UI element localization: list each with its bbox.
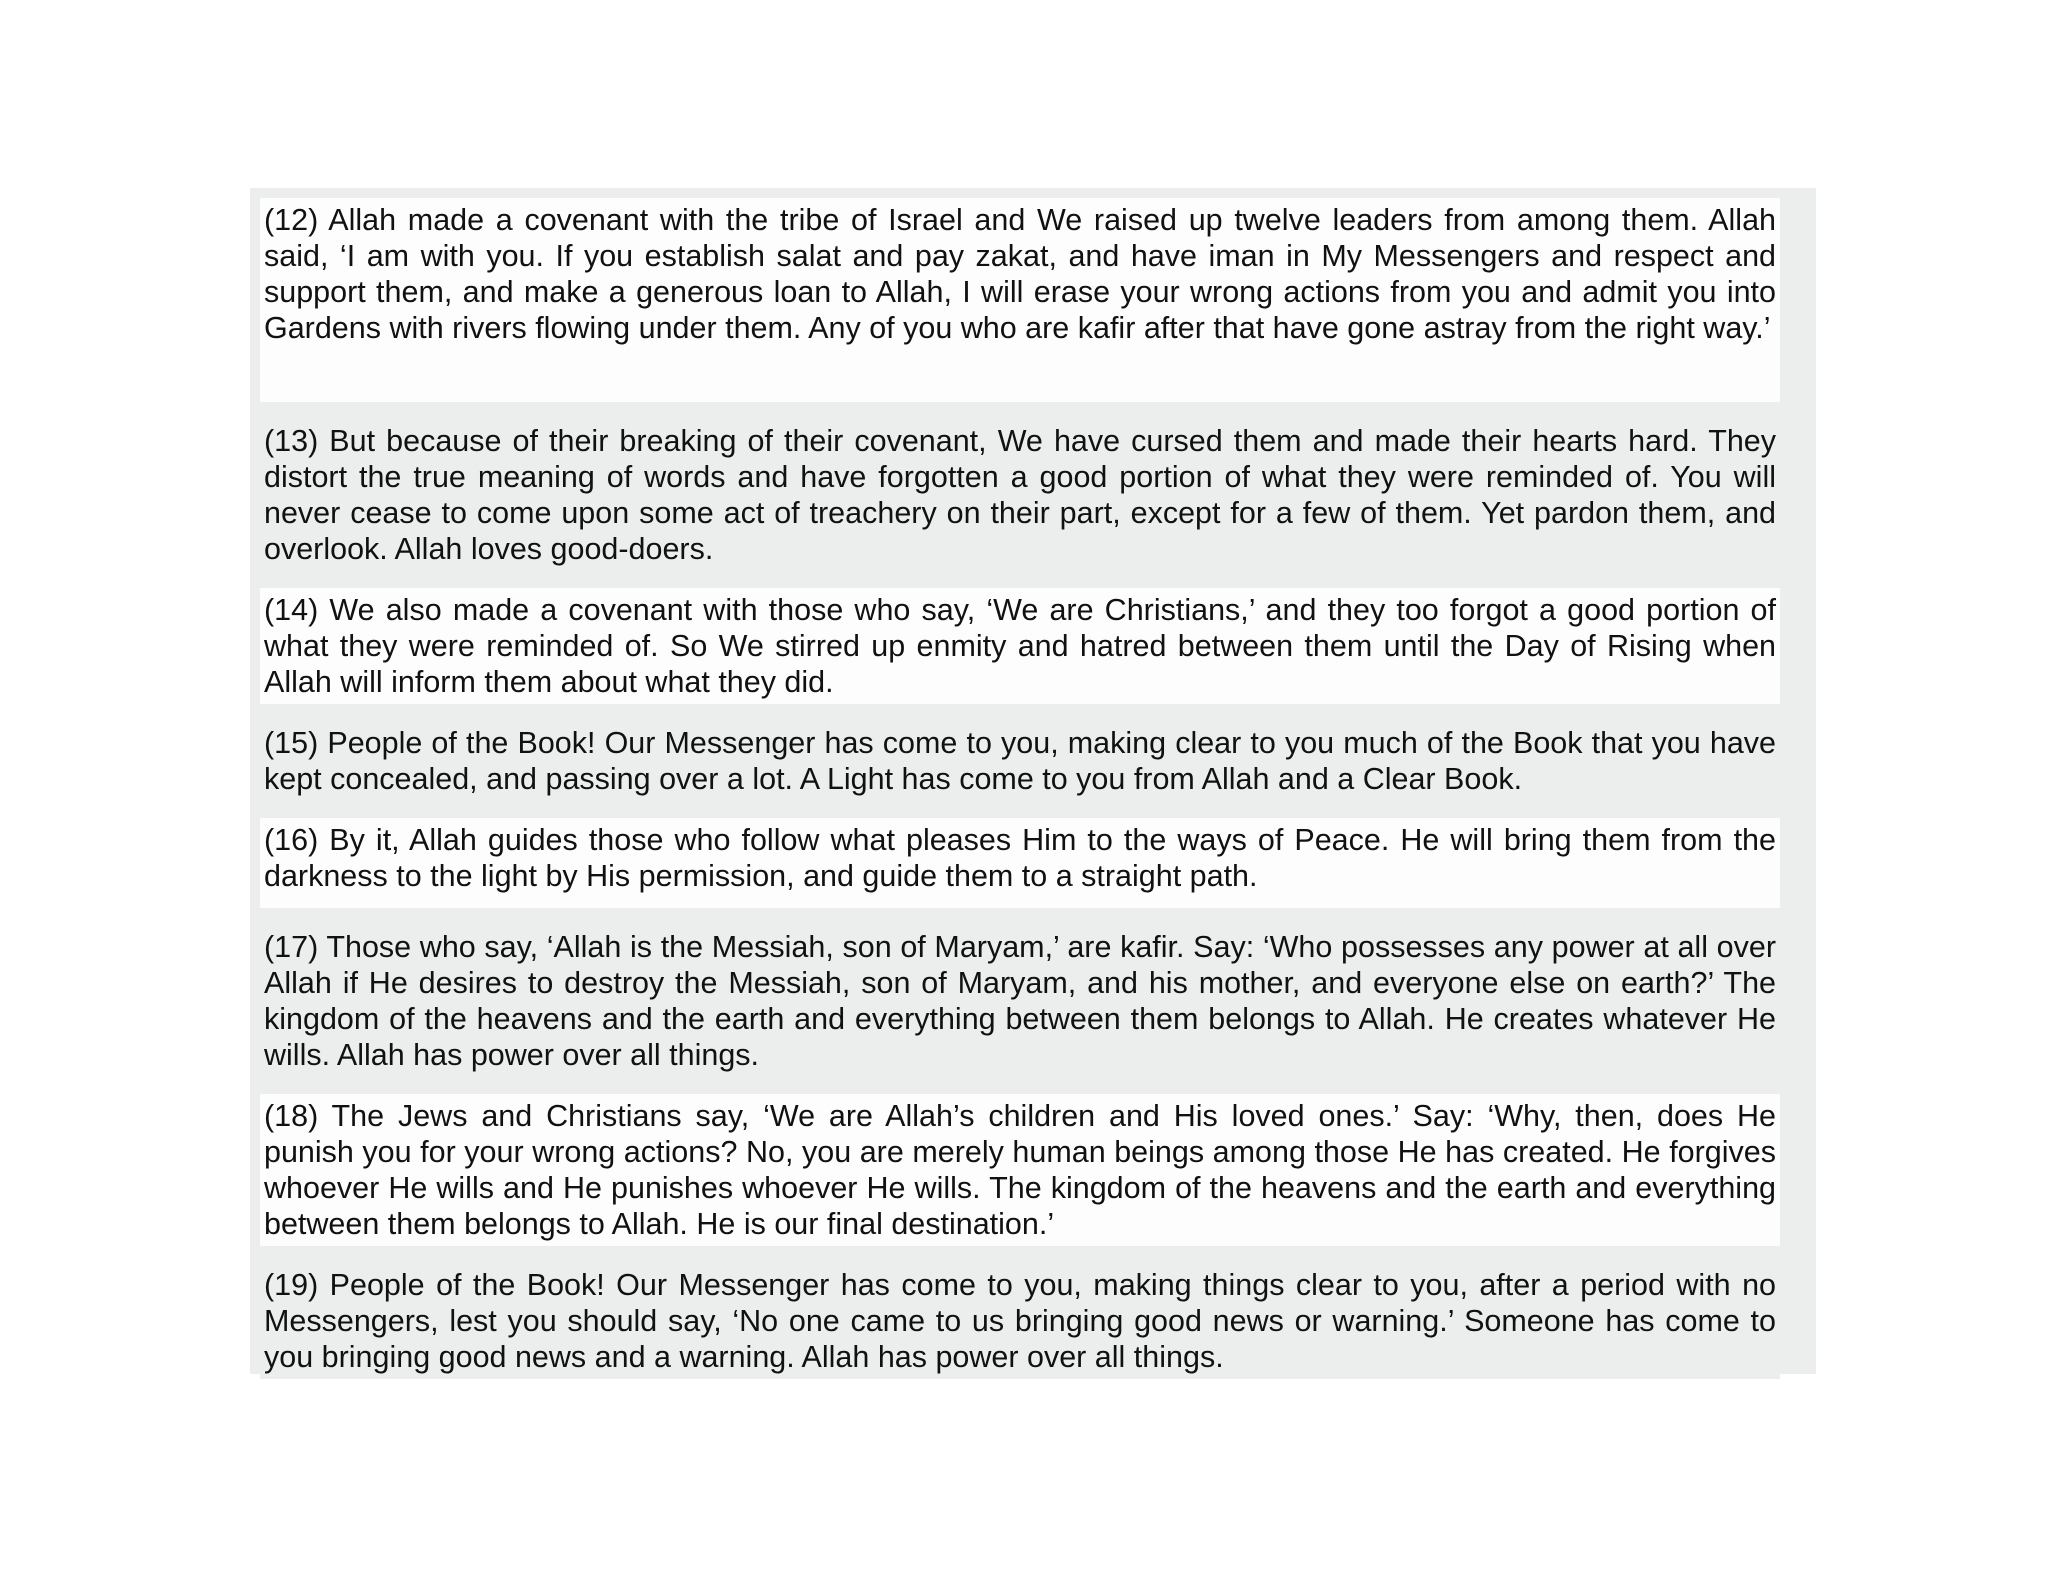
verse-panel [250,188,1816,1374]
verse-16: (16) By it, Allah guides those who follow what pleases Him to the ways of Peace. He will bring them from the darkness to the light by His permission, and guide them to a straight path. [260,818,1780,908]
verse-17: (17) Those who say, ‘Allah is the Messiah, son of Maryam,’ are kafir. Say: ‘Who possesses any power at all over Allah if He desires to destroy the Messiah, son of Maryam, and his mother, and everyone else on earth?’ The kingdom of the heavens and the earth and everything between them belongs to Allah. He creates whatever He wills. Allah has power over all things. [260,925,1780,1077]
verse-15: (15) People of the Book! Our Messenger has come to you, making clear to you much of the Book that you have kept concealed, and passing over a lot. A Light has come to you from Allah and a Clear Book. [260,721,1780,801]
verse-19: (19) People of the Book! Our Messenger has come to you, making things clear to you, after a period with no Messengers, lest you should say, ‘No one came to us bringing good news or warning.’ Someone has come to you bringing good news and a warning. Allah has power over all things. [260,1263,1780,1379]
verse-14: (14) We also made a covenant with those who say, ‘We are Christians,’ and they too forgot a good portion of what they were reminded of. So We stirred up enmity and hatred between them until the Day of Rising when Allah will inform them about what they did. [260,588,1780,704]
verse-18: (18) The Jews and Christians say, ‘We are Allah’s children and His loved ones.’ Say: ‘Why, then, does He punish you for your wrong actions? No, you are merely human beings among those He has created. He forgives whoever He wills and He punishes whoever He wills. The kingdom of the heavens and the earth and everything between them belongs to Allah. He is our final destination.’ [260,1094,1780,1246]
verse-13: (13) But because of their breaking of their covenant, We have cursed them and made their hearts hard. They distort the true meaning of words and have forgotten a good portion of what they were reminded of. You will never cease to come upon some act of treachery on their part, except for a few of them. Yet pardon them, and overlook. Allah loves good-doers. [260,419,1780,571]
verse-12: (12) Allah made a covenant with the tribe of Israel and We raised up twelve leaders from among them. Allah said, ‘I am with you. If you establish salat and pay zakat, and have iman in My Messengers and respect and support them, and make a generous loan to Allah, I will erase your wrong actions from you and admit you into Gardens with rivers flowing under them. Any of you who are kafir after that have gone astray from the right way.’ [260,198,1780,402]
